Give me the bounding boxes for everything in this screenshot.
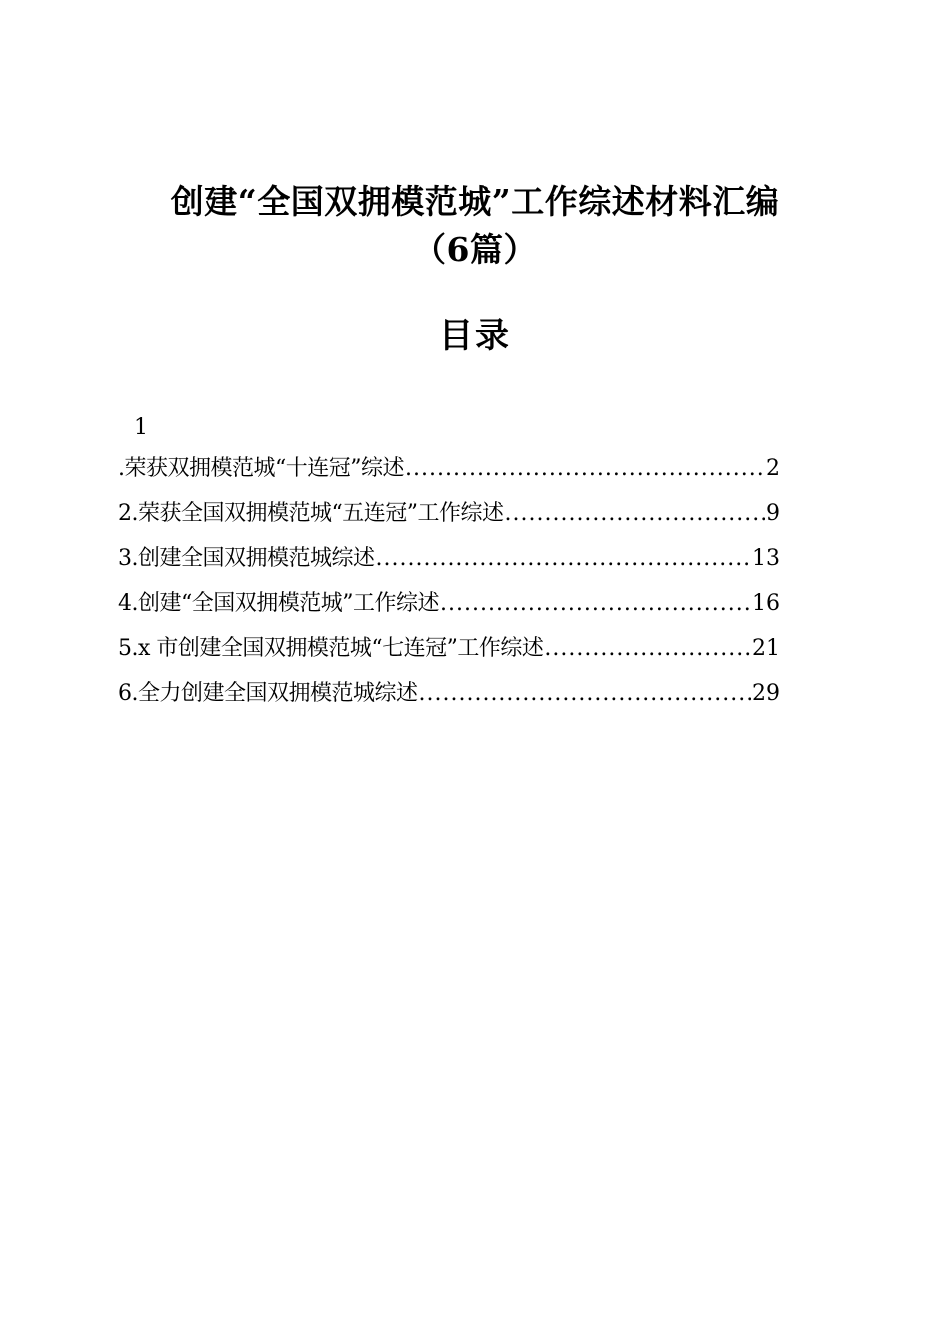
toc-heading: 目录 [439, 316, 511, 356]
toc-entry-4[interactable] [118, 581, 780, 626]
toc-entry-text: 4.创建“全国双拥模范城”工作综述 [118, 591, 439, 616]
toc-entry-1[interactable] [118, 446, 780, 491]
toc-entry-text: 6.全力创建全国双拥模范城综述 [118, 681, 418, 706]
toc-entry-text: .荣获双拥模范城“十连冠”综述 [118, 456, 404, 481]
toc-entry-3[interactable] [118, 536, 780, 581]
toc-entry-page: 13 [752, 546, 780, 571]
title-line-1: 创建“全国双拥模范城”工作综述材料汇编 [170, 182, 780, 221]
document-title [0, 178, 950, 274]
toc-leader-dots [376, 536, 752, 581]
toc-first-number: 1 [134, 415, 148, 440]
toc-entry-text: 5.x 市创建全国双拥模范城“七连冠”工作综述 [118, 636, 544, 661]
toc-entry-page: 21 [752, 636, 780, 661]
toc-leader-dots [505, 491, 766, 536]
toc-entry-6[interactable] [118, 671, 780, 716]
toc-entry-text: 2.荣获全国双拥模范城“五连冠”工作综述 [118, 501, 504, 526]
toc-entry-page: 16 [752, 591, 780, 616]
toc-leader-dots [419, 671, 752, 716]
toc-entry-page: 2 [766, 456, 780, 481]
toc-entry-2[interactable] [118, 491, 780, 536]
title-line-2: （6篇） [413, 230, 537, 269]
toc-entry-text: 3.创建全国双拥模范城综述 [118, 546, 375, 571]
toc-entry-5[interactable] [118, 626, 780, 671]
toc-entry-page: 9 [766, 501, 780, 526]
toc-leader-dots [440, 581, 751, 626]
toc-entry-page: 29 [752, 681, 780, 706]
toc-leader-dots [405, 446, 765, 491]
table-of-contents [118, 410, 780, 716]
toc-leader-dots [544, 626, 751, 671]
